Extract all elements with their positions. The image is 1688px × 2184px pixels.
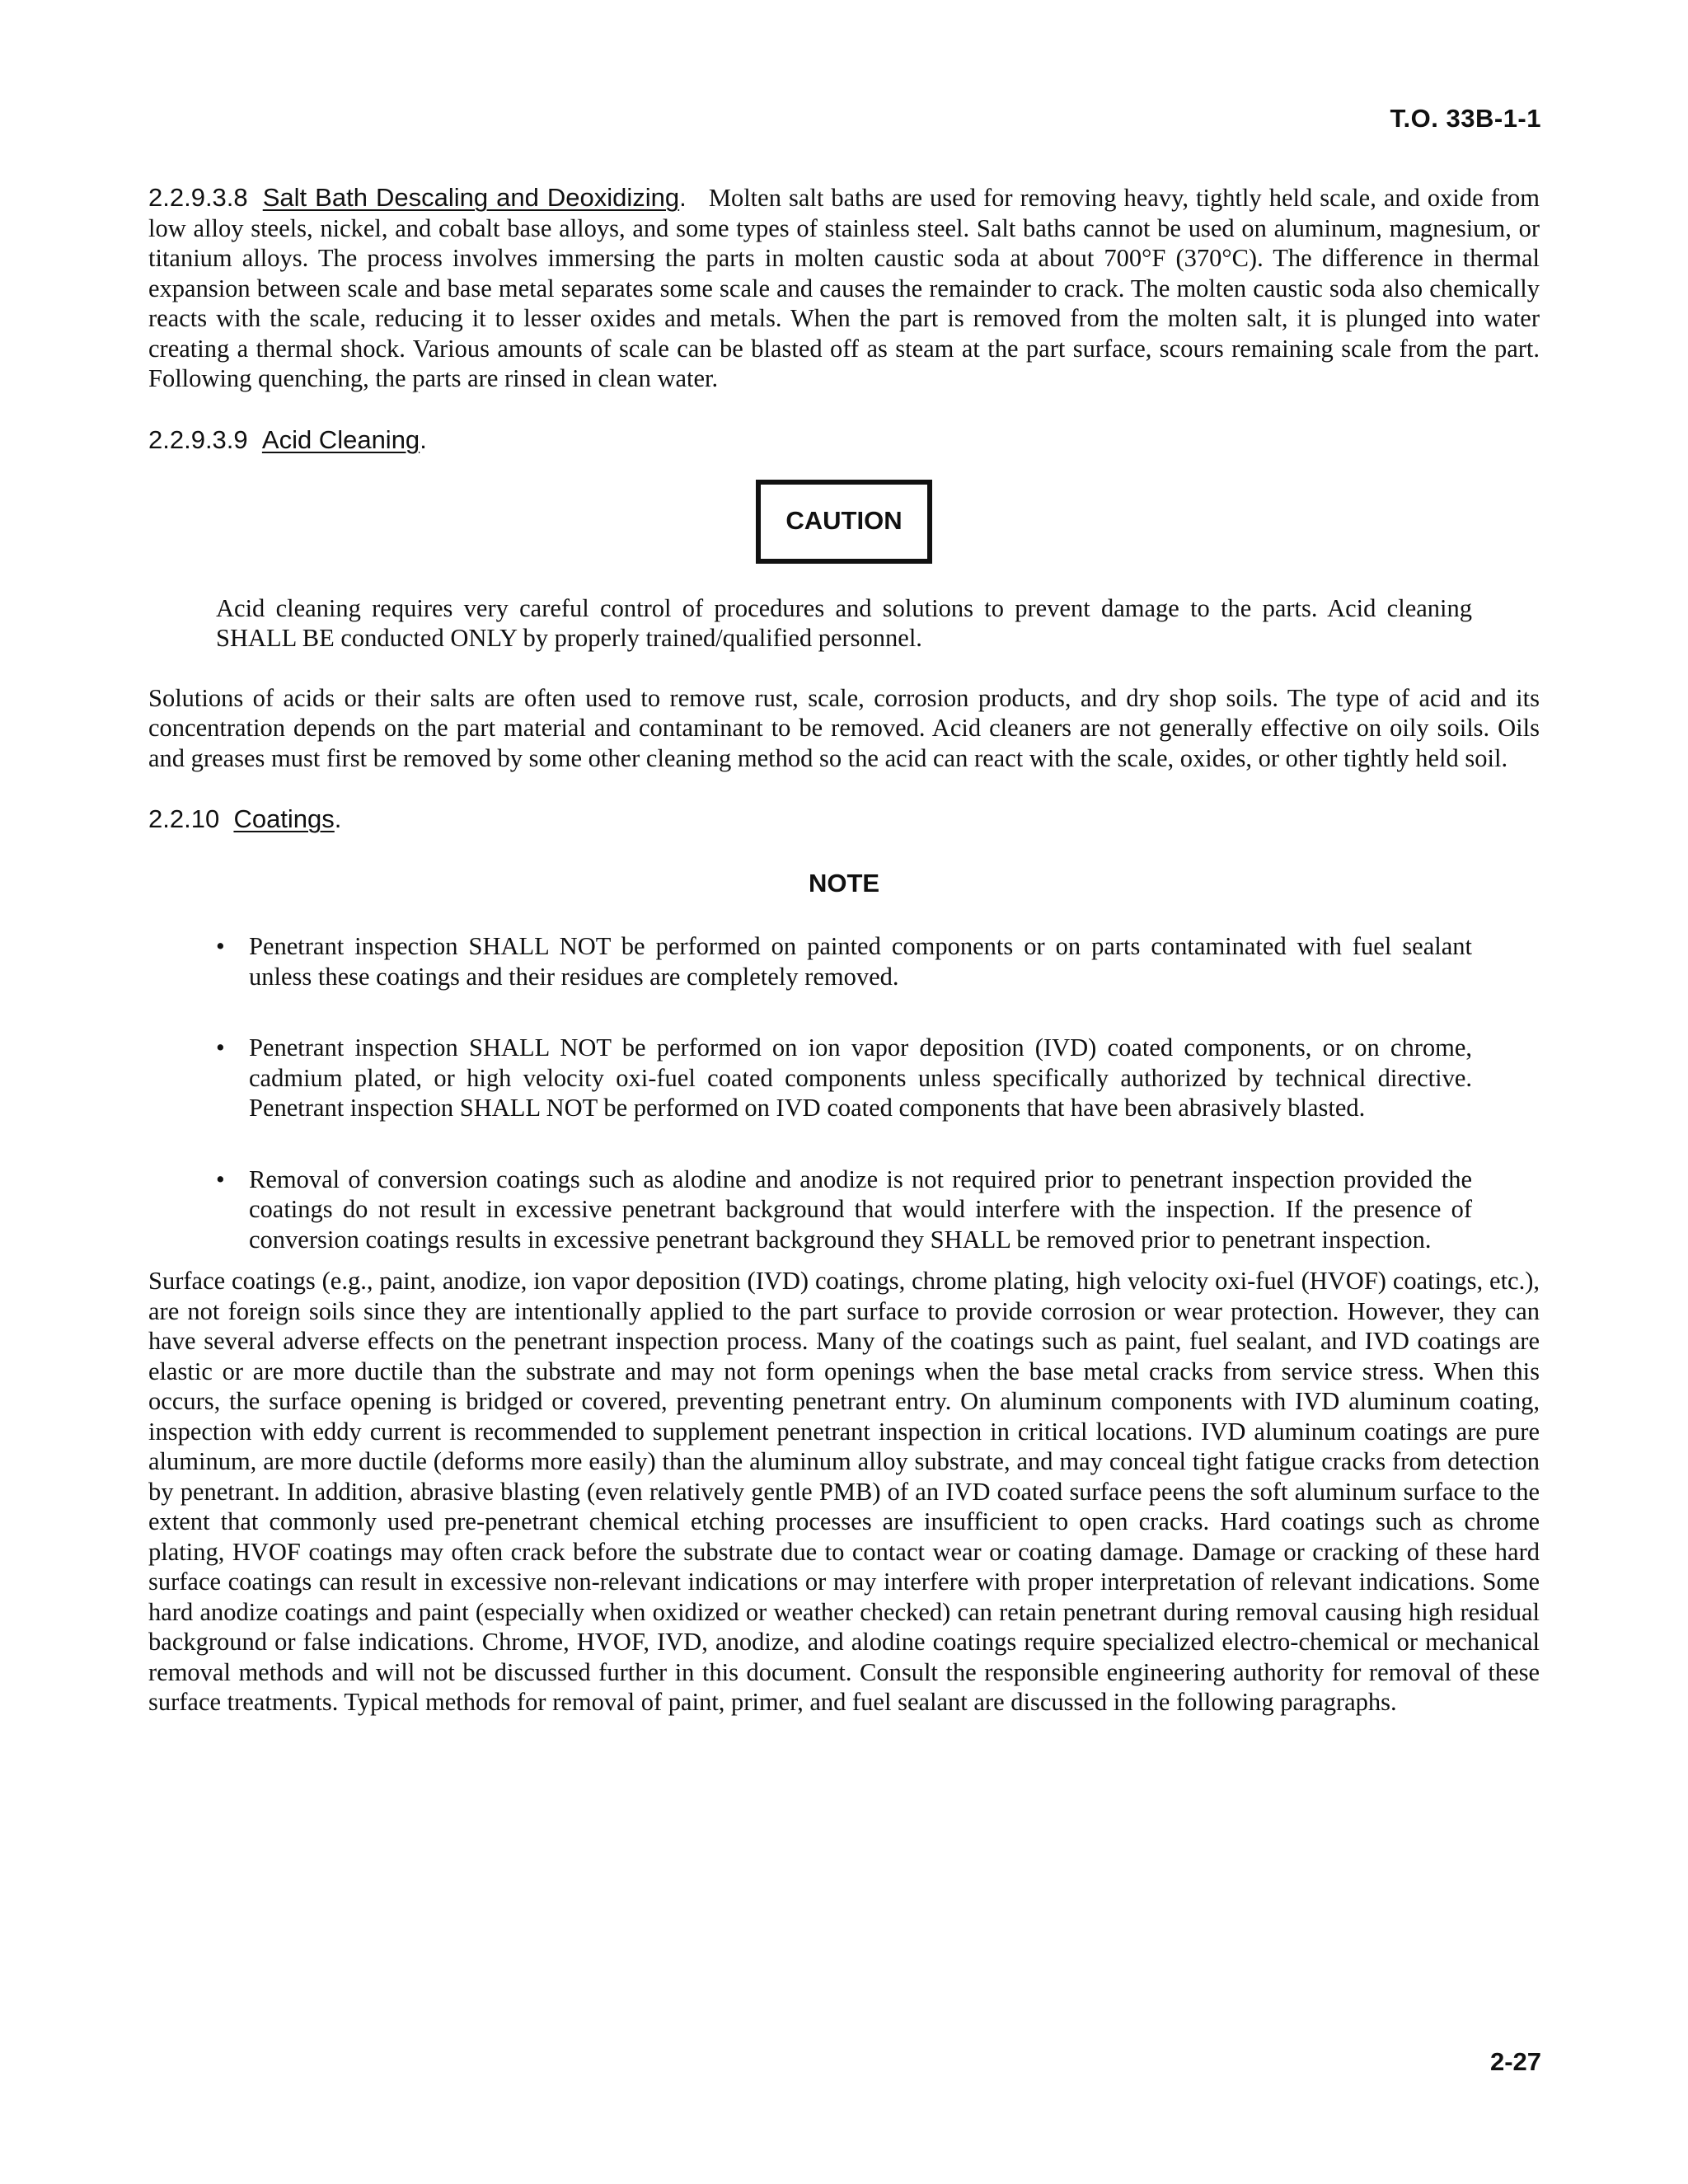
section-acid-cleaning (148, 425, 1540, 774)
salt-bath-section-title: Salt Bath Descaling and Deoxidizing (262, 183, 680, 212)
coatings-paragraph: Surface coatings (e.g., paint, anodize, ion vapor deposition (IVD) coatings, chrome plating, high velocity oxi-fuel (HVOF) coatings, etc.), are not foreign soils since they are intentionally applied to the part surface to provide corrosion or wear protection. However, they can have several adverse effects on the penetrant inspection process. Many of the coatings such as paint, fuel sealant, and IVD coatings are elastic or are more ductile than the substrate and may not form openings when the base metal cracks from service stress. When this occurs, the surface opening is bridged or covered, preventing penetrant entry. On aluminum components with IVD aluminum coating, inspection with eddy current is recommended to supplement penetrant inspection in critical locations. IVD aluminum coatings are pure aluminum, are more ductile (deforms more easily) than the aluminum alloy substrate, and may conceal tight fatigue cracks from detection by penetrant. In addition, abrasive blasting (even relatively gentle PMB) of an IVD coated surface peens the soft aluminum surface to the extent that commonly used pre-penetrant chemical etching processes are insufficient to open cracks. Hard coatings such as chrome plating, HVOF coatings may often crack before the substrate due to contact wear or coating damage. Damage or cracking of these hard surface coatings can result in excessive non-relevant indications or may interfere with proper interpretation of relevant indications. Some hard anodize coatings and paint (especially when oxidized or weather checked) can retain penetrant during removal causing high residual background or false indications. Chrome, HVOF, IVD, anodize, and alodine coatings require specialized electro-chemical or mechanical removal methods and will not be discussed further in this document. Consult the responsible engineering authority for removal of these surface treatments. Typical methods for removal of paint, primer, and fuel sealant are discussed in the following paragraphs. (148, 1267, 1540, 1716)
coatings-section-number: 2.2.10 (148, 804, 220, 833)
note-item-text: Penetrant inspection SHALL NOT be performed on ion vapor deposition (IVD) coated components, or on chrome, cadmium plated, or high velocity oxi-fuel coated components unless specifically authorized by technical directive. Penetrant inspection SHALL NOT be performed on IVD coated components that have been abrasively blasted. (249, 1033, 1472, 1122)
document-id: T.O. 33B-1-1 (1390, 104, 1541, 133)
acid-cleaning-heading: 2.2.9.3.9 Acid Cleaning. (148, 424, 427, 454)
page-number: 2-27 (1489, 2047, 1541, 2076)
note-label: NOTE (808, 869, 880, 898)
page-content (148, 183, 1540, 1718)
note-item (216, 931, 1472, 991)
acid-cleaning-paragraph: Solutions of acids or their salts are often used to remove rust, scale, corrosion products, and dry shop soils. The type of acid and its concentration depends on the part material and contaminant to be removed. Acid cleaners are not generally effective on oily soils. Oils and greases must first be removed by some other cleaning method so the acid can react with the scale, oxides, or other tightly held soil. (148, 683, 1540, 772)
note-item-text: Penetrant inspection SHALL NOT be performed on painted components or on parts contaminated with fuel sealant unless these coatings and their residues are completely removed. (249, 932, 1472, 991)
note-item-text: Removal of conversion coatings such as alodine and anodize is not required prior to penetrant inspection provided the coatings do not result in excessive penetrant background that would interfere with the inspection. If the presence of conversion coatings results in excessive penetrant background they SHALL be removed prior to penetrant inspection. (249, 1165, 1472, 1254)
salt-bath-paragraph: 2.2.9.3.8 Salt Bath Descaling and Deoxidizing. Molten salt baths are used for removing heavy, tightly held scale, and oxide from low alloy steels, nickel, and cobalt base alloys, and some types of stainless steel. Salt baths cannot be used on aluminum, magnesium, or titanium alloys. The process involves immersing the parts in molten caustic soda at about 700°F (370°C). The difference in thermal expansion between scale and base metal separates some scale and causes the remainder to crack. The molten caustic soda also chemically reacts with the scale, reducing it to lesser oxides and metals. When the part is removed from the molten salt, it is plunged into water creating a thermal shock. Various amounts of scale can be blasted off as steam at the part surface, scours remaining scale from the part. Following quenching, the parts are rinsed in clean water. (148, 183, 1540, 392)
section-coatings (148, 804, 1540, 1718)
salt-bath-body-text: Molten salt baths are used for removing heavy, tightly held scale, and oxide from low alloy steels, nickel, and cobalt base alloys, and some types of stainless steel. Salt baths cannot be used on aluminum, magnesium, or titanium alloys. The process involves immersing the parts in molten caustic soda at about 700°F (370°C). The difference in thermal expansion between scale and base metal separates some scale and causes the remainder to crack. The molten caustic soda also chemically reacts with the scale, reducing it to lesser oxides and metals. When the part is removed from the molten salt, it is plunged into water creating a thermal shock. Various amounts of scale can be blasted off as steam at the part surface, scours remaining scale from the part. Following quenching, the parts are rinsed in clean water. (148, 184, 1540, 392)
bullet-icon: • (216, 1165, 225, 1193)
note-item (216, 1033, 1472, 1123)
coatings-heading: 2.2.10 Coatings. (148, 804, 342, 833)
caution-label-box: CAUTION (756, 480, 931, 564)
caution-block (148, 480, 1540, 564)
note-list (216, 931, 1472, 1254)
section-salt-bath (148, 183, 1540, 394)
acid-cleaning-section-number: 2.2.9.3.9 (148, 424, 248, 454)
caution-text: Acid cleaning requires very careful control of procedures and solutions to prevent damage to the parts. Acid cleaning SHALL BE conducted ONLY by properly trained/qualified personnel. (216, 593, 1472, 652)
acid-cleaning-section-title: Acid Cleaning (261, 424, 420, 454)
note-item (216, 1165, 1472, 1255)
bullet-icon: • (216, 932, 225, 960)
bullet-icon: • (216, 1033, 225, 1062)
coatings-section-title: Coatings (233, 804, 335, 833)
salt-bath-section-number: 2.2.9.3.8 (148, 183, 248, 212)
